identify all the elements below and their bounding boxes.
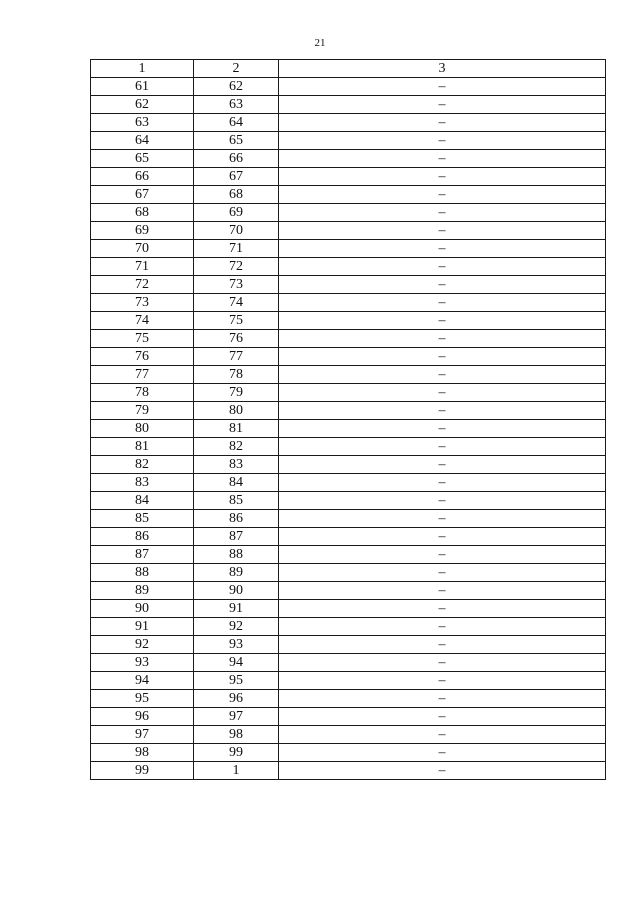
table-cell-col-1: 76 [91,348,194,366]
table-cell-col-2: 77 [194,348,279,366]
table-cell-col-3: – [279,510,606,528]
table-cell-col-3: – [279,672,606,690]
table-cell-col-2: 98 [194,726,279,744]
table-cell-col-1: 99 [91,762,194,780]
table-row [91,150,606,168]
table-cell-col-2: 74 [194,294,279,312]
table-row [91,204,606,222]
table-cell-col-2: 67 [194,168,279,186]
table-row [91,366,606,384]
table-cell-col-1: 74 [91,312,194,330]
table-cell-col-2: 84 [194,474,279,492]
table-cell-col-1: 94 [91,672,194,690]
table-cell-col-2: 80 [194,402,279,420]
table-cell-col-2: 97 [194,708,279,726]
table-cell-col-1: 66 [91,168,194,186]
table-row [91,240,606,258]
table-cell-col-2: 72 [194,258,279,276]
table-cell-col-2: 96 [194,690,279,708]
table-row [91,132,606,150]
table-cell-col-2: 94 [194,654,279,672]
table-row [91,690,606,708]
table-row [91,744,606,762]
table-cell-col-2: 91 [194,600,279,618]
table-cell-col-3: – [279,636,606,654]
table-cell-col-1: 88 [91,564,194,582]
table-row [91,492,606,510]
table-row [91,114,606,132]
table-row [91,762,606,780]
table-cell-col-2: 87 [194,528,279,546]
table-cell-col-3: – [279,492,606,510]
table-cell-col-2: 89 [194,564,279,582]
table-row [91,636,606,654]
table-cell-col-2: 63 [194,96,279,114]
table-cell-col-1: 70 [91,240,194,258]
table-cell-col-2: 70 [194,222,279,240]
table-row [91,276,606,294]
table-cell-col-1: 89 [91,582,194,600]
table-cell-col-2: 71 [194,240,279,258]
table-row [91,384,606,402]
table-cell-col-2: 69 [194,204,279,222]
table-cell-col-3: – [279,762,606,780]
table-cell-col-3: – [279,384,606,402]
table-row [91,96,606,114]
table-cell-col-1: 98 [91,744,194,762]
table-cell-col-1: 77 [91,366,194,384]
page-number: 21 [314,37,326,49]
table-cell-col-1: 93 [91,654,194,672]
table-cell-col-1: 71 [91,258,194,276]
table-cell-col-3: – [279,204,606,222]
table-cell-col-1: 79 [91,402,194,420]
table-cell-col-2: 1 [194,762,279,780]
table-row [91,168,606,186]
table-cell-col-3: – [279,168,606,186]
table-row [91,654,606,672]
data-table [90,59,606,780]
table-row [91,600,606,618]
table-cell-col-3: – [279,258,606,276]
table-cell-col-3: – [279,276,606,294]
table-cell-col-3: – [279,618,606,636]
table-row [91,618,606,636]
table-cell-col-1: 69 [91,222,194,240]
table-row [91,528,606,546]
table-cell-col-1: 87 [91,546,194,564]
column-header-1: 1 [91,60,194,78]
table-row [91,510,606,528]
table-row [91,186,606,204]
table-cell-col-1: 80 [91,420,194,438]
table-cell-col-1: 62 [91,96,194,114]
table-cell-col-1: 67 [91,186,194,204]
table-cell-col-3: – [279,708,606,726]
table-row [91,330,606,348]
table-cell-col-2: 83 [194,456,279,474]
table-cell-col-2: 65 [194,132,279,150]
table-cell-col-3: – [279,528,606,546]
table-cell-col-2: 68 [194,186,279,204]
table-cell-col-1: 61 [91,78,194,96]
table-cell-col-1: 91 [91,618,194,636]
table-cell-col-2: 90 [194,582,279,600]
table-cell-col-3: – [279,240,606,258]
table-row [91,420,606,438]
table-cell-col-3: – [279,294,606,312]
column-header-3: 3 [279,60,606,78]
table-cell-col-1: 65 [91,150,194,168]
table-body [91,78,606,780]
table-cell-col-1: 75 [91,330,194,348]
table-row [91,474,606,492]
table-row [91,402,606,420]
table-cell-col-1: 92 [91,636,194,654]
table-cell-col-3: – [279,474,606,492]
table-cell-col-2: 78 [194,366,279,384]
table-cell-col-2: 73 [194,276,279,294]
table-cell-col-2: 76 [194,330,279,348]
table-cell-col-3: – [279,420,606,438]
table-cell-col-2: 88 [194,546,279,564]
table-cell-col-3: – [279,348,606,366]
table-cell-col-1: 95 [91,690,194,708]
table-cell-col-3: – [279,564,606,582]
table-header [91,60,606,78]
table-cell-col-3: – [279,132,606,150]
table-cell-col-1: 73 [91,294,194,312]
table-cell-col-3: – [279,96,606,114]
table-cell-col-2: 75 [194,312,279,330]
table-cell-col-3: – [279,366,606,384]
table-cell-col-2: 92 [194,618,279,636]
table-cell-col-3: – [279,654,606,672]
table-cell-col-3: – [279,744,606,762]
table-cell-col-2: 79 [194,384,279,402]
table-cell-col-3: – [279,690,606,708]
table-cell-col-3: – [279,438,606,456]
table-cell-col-3: – [279,186,606,204]
table-cell-col-3: – [279,150,606,168]
table-cell-col-3: – [279,222,606,240]
table-cell-col-1: 97 [91,726,194,744]
table-row [91,726,606,744]
table-row [91,294,606,312]
table-cell-col-2: 82 [194,438,279,456]
table-cell-col-1: 85 [91,510,194,528]
table-cell-col-2: 99 [194,744,279,762]
table-cell-col-1: 96 [91,708,194,726]
table-cell-col-1: 64 [91,132,194,150]
table-cell-col-1: 81 [91,438,194,456]
table-cell-col-2: 64 [194,114,279,132]
table-cell-col-1: 78 [91,384,194,402]
table-row [91,672,606,690]
table-cell-col-3: – [279,78,606,96]
table-cell-col-3: – [279,600,606,618]
table-row [91,456,606,474]
table-cell-col-3: – [279,330,606,348]
table-row [91,564,606,582]
table-row [91,582,606,600]
table-cell-col-3: – [279,456,606,474]
table-cell-col-1: 82 [91,456,194,474]
table-cell-col-2: 86 [194,510,279,528]
table-row [91,78,606,96]
table-cell-col-1: 90 [91,600,194,618]
table-row [91,312,606,330]
table-row [91,546,606,564]
table-cell-col-2: 62 [194,78,279,96]
table-cell-col-3: – [279,312,606,330]
table-cell-col-2: 95 [194,672,279,690]
table-cell-col-1: 68 [91,204,194,222]
table-row [91,708,606,726]
table-row [91,222,606,240]
table-cell-col-3: – [279,114,606,132]
table-cell-col-2: 66 [194,150,279,168]
table-header-row [91,60,606,78]
table-cell-col-1: 86 [91,528,194,546]
table-cell-col-2: 93 [194,636,279,654]
table-row [91,348,606,366]
table-cell-col-3: – [279,402,606,420]
table-cell-col-1: 83 [91,474,194,492]
table-cell-col-3: – [279,726,606,744]
table-cell-col-1: 63 [91,114,194,132]
table-cell-col-3: – [279,582,606,600]
column-header-2: 2 [194,60,279,78]
table-cell-col-1: 72 [91,276,194,294]
table-cell-col-2: 85 [194,492,279,510]
table-cell-col-1: 84 [91,492,194,510]
table-row [91,258,606,276]
table-row [91,438,606,456]
table-cell-col-2: 81 [194,420,279,438]
table-cell-col-3: – [279,546,606,564]
